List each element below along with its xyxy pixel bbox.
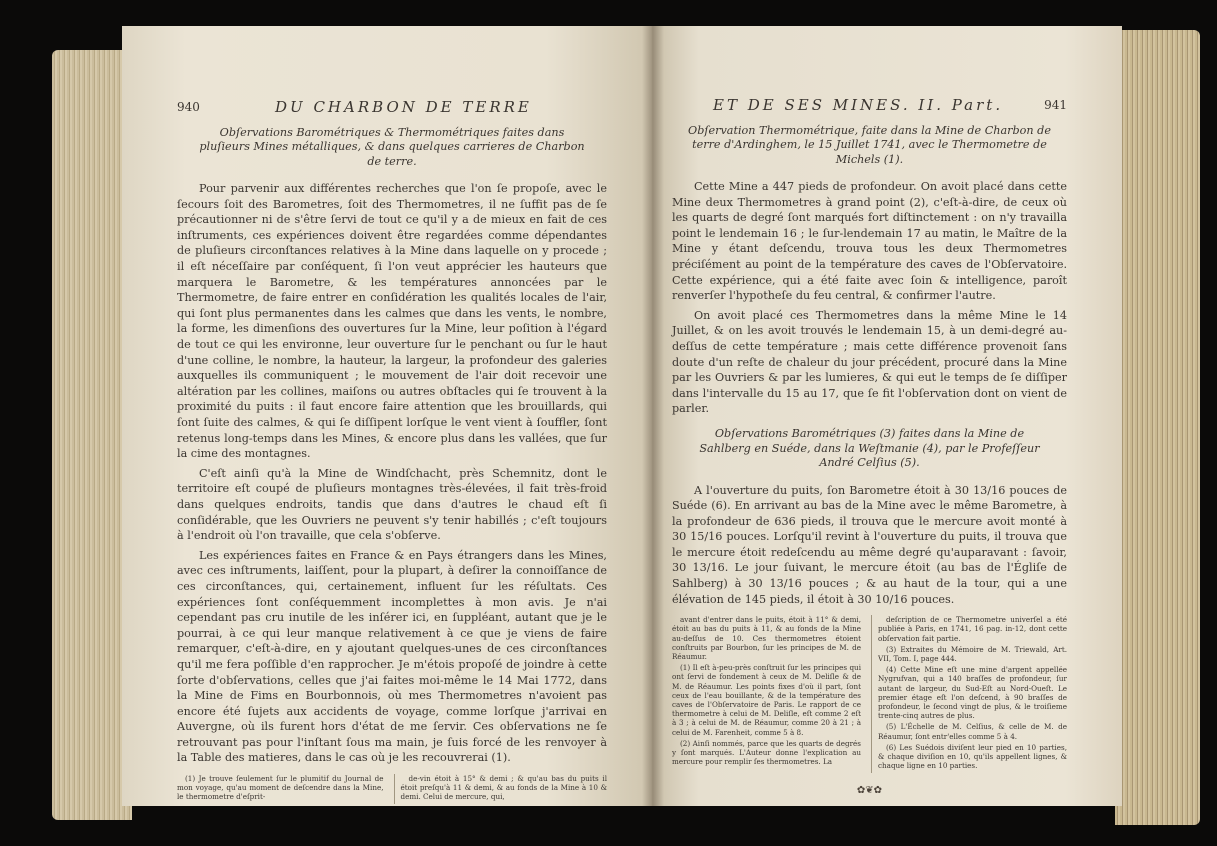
right-paragraph: Cette Mine a 447 pieds de profondeur. On avoit placé dans cette Mine deux Thermometres à grand point (2), c'eſt-à-dire, de ceux où les quarts de degré ſont marqués fort diſtinctement : on n'y travailla point le lendemain 16 ; le ſur-lendemain 17 au matin, le Maître de la Mine y étant deſcendu, trouva tous les deux Thermometres préciſément au point de la température des caves de l'Obſervatoire. Cette expérience, qui a été faite avec ſoin & intelligence, paroît renverſer l'hypotheſe du feu central, & confirmer l'autre. — [672, 180, 1067, 303]
left-footnotes — [177, 774, 607, 804]
left-paragraph: Les expériences faites en France & en Pays étrangers dans les Mines, avec ces inſtruments, laiſſent, pour la plupart, à deſirer la connoiſſance de ces circonſtances, qui, certainement, influent ſur les réſultats. Ces expériences ſont conſéquemment incomplettes à mon avis. Je n'ai cependant pas cru inutile de les inſérer ici, en ſuppléant, autant que je le pourrai, à ce qui leur manque relativement à ce que je viens de faire remarquer, c'eſt-à-dire, en y ajoutant quelques-unes de ces circonſtances qu'il me fera poſſible d'en rapprocher. Je m'étois propoſé de joindre à cette ſorte d'obſervations, celles que j'ai faites moi-même le 14 Mai 1772, dans la Mine de Fims en Bourbonnois, où mes Thermometres n'avoient pas encore été ſujets aux accidents de voyage, comme lorſque j'arrivai en Auvergne, où ils furent hors d'état de me ſervir. Ces obſervations ne ſe retrouvant pas pour l'inſtant ſous ma main, je ſuis forcé de les renvoyer à la Table des matieres, dans le cas où je les recouvrerai (1). — [177, 548, 607, 765]
footnote: (1) Il eſt à-peu-près conſtruit ſur les principes qui ont ſervi de fondement à ceux de M. Deliſle & de M. de Réaumur. Les points fixes d'où il part, ſont ceux de l'eau bouillante, & de la température des caves de l'Obſervatoire de Paris. Le rapport de ce thermometre à celui de M. Deliſle, eſt comme 2 eſt à 3 ; à celui de M. de Réaumur, comme 20 à 21 ; à celui de M. Farenheit, comme 5 à 8. — [672, 663, 861, 737]
left-page-number: 940 — [177, 100, 200, 114]
left-section-title: Obſervations Barométriques & Thermométriques faites dans pluſieurs Mines métalliques, & dans quelques carrieres de Charbon de terre. — [199, 125, 585, 168]
page-edges-right — [1115, 30, 1200, 825]
page-edges-left — [52, 50, 132, 820]
right-footnote-col2 — [871, 615, 1067, 772]
right-paragraph: On avoit placé ces Thermometres dans la même Mine le 14 Juillet, & on les avoit trouvés le lendemain 15, à un demi-degré au-deſſus de cette température ; mais cette différence provenoit ſans doute d'un reſte de chaleur du jour précédent, procuré dans la Mine par les Ouvriers & par les lumieres, & qui eut le temps de ſe diſſiper dans l'intervalle du 15 au 17, que ſe fit l'obſervation dont on vient de parler. — [672, 308, 1067, 416]
footnote: (6) Les Suédois diviſent leur pied en 10 parties, & chaque diviſion en 10, qu'ils appellent lignes, & chaque ligne en 10 parties. — [878, 742, 1067, 771]
left-page-content — [177, 100, 607, 804]
right-head-title: ET DE SES MINES. II. Part. — [713, 96, 1004, 114]
right-running-head — [672, 98, 1067, 114]
open-book — [52, 10, 1200, 830]
right-paragraph: A l'ouverture du puits, ſon Barometre étoit à 30 13/16 pouces de Suéde (6). En arrivant au bas de la Mine avec le même Barometre, à la profondeur de 636 pieds, il trouva que le mercure avoit monté à 30 15/16 pouces. Lorſqu'il revint à l'ouverture du puits, il trouva que le mercure étoit redeſcendu au même degré qu'auparavant : ſavoir, 30 13/16. Le jour ſuivant, le mercure étoit (au bas de l'Égliſe de Sahlberg) à 30 13/16 pouces ; & au haut de la tour, qui a une élévation de 145 pieds, il étoit à 30 10/16 pouces. — [672, 483, 1067, 606]
footnote: (4) Cette Mine eſt une mine d'argent appellée Nygrufvan, qui a 140 braſſes de profondeur, ſur autant de largeur, du Sud-Eſt au Nord-Oueſt. Le premier étage eſt l'on deſcend, à 90 braſſes de profondeur, le ſecond vingt de plus, & le troiſieme trente-cinq autres de plus. — [878, 665, 1067, 721]
right-footnotes — [672, 615, 1067, 772]
footnote: avant d'entrer dans le puits, étoit à 11° & demi, étoit au bas du puits à 11, & au fonds de la Mine au-deſſus de 10. Ces thermometres étoient conſtruits par Bourbon, ſur les principes de M. de Réaumur. — [672, 615, 861, 662]
right-page-content — [672, 98, 1067, 798]
left-footnote-col2 — [394, 774, 608, 804]
left-page — [122, 26, 652, 806]
right-page-number: 941 — [1044, 98, 1067, 112]
left-paragraph: Pour parvenir aux différentes recherches que l'on ſe propoſe, avec le ſecours ſoit des Barometres, ſoit des Thermometres, il ne ſuffit pas de ſe précautionner ni de s'être ſervi de tout ce qu'il y a de mieux en fait de ces inſtruments, ces expériences doivent être regardées comme dépendantes de pluſieurs circonſtances relatives à la Mine dans laquelle on y procede ; il eſt néceſſaire par conſéquent, ſi l'on veut apprécier les hauteurs que marquera le Barometre, & les températures annoncées par le Thermometre, de faire entrer en conſidération les qualités locales de l'air, qui ſont plus permanentes dans les calmes que dans les vents, le nombre, la forme, les dimenſions des ouvertures ſur la Mine, leur poſition à l'égard de tout ce qui les environne, leur ouverture ſur le penchant ou ſur le haut d'une colline, le nombre, la hauteur, la largeur, la profondeur des galeries auxquelles ils communiquent ; le mouvement de l'air doit recevoir une altération par les collines, maiſons ou autres obſtacles qui ſe trouvent à la proximité du puits : il faut encore faire attention que les brouillards, qui ſont ſuite des calmes, & qui ſe diſſipent lorſque le vent vient à ſouffler, ſont retenus long-temps dans les Mines, & encore plus dans les vallées, que ſur la cime des montagnes. — [177, 182, 607, 461]
footnote: deſcription de ce Thermometre univerſel a été publiée à Paris, en 1741, 16 pag. in-12, dont cette obſervation fait partie. — [878, 615, 1067, 643]
right-page — [652, 26, 1122, 806]
footnote: (5) L'Échelle de M. Celſius, & celle de M. de Réaumur, ſont entr'elles comme 5 à 4. — [878, 722, 1067, 741]
left-footnote-col1 — [177, 774, 384, 804]
footnote: de-vin étoit à 15° & demi ; & qu'au bas du puits il étoit preſqu'à 11 & demi, & au fonds de la Mine à 10 & demi. Celui de mercure, qui, — [400, 774, 607, 802]
footnote: (2) Ainſi nommés, parce que les quarts de degrés y ſont marqués. L'Auteur donne l'explication au mercure pour remplir ſes thermometres. La — [672, 738, 861, 767]
left-paragraph: C'eſt ainſi qu'à la Mine de Windſchacht, près Schemnitz, dont le territoire eſt coupé de pluſieurs montagnes très-élevées, il fait très-froid dans quelques endroits, tandis que dans d'autres le chaud eſt ſi conſidérable, que les Ouvriers ne peuvent s'y tenir habillés ; c'eſt toujours à l'endroit où l'on travaille, que cela s'obſerve. — [177, 466, 607, 543]
left-head-title: DU CHARBON DE TERRE — [275, 98, 532, 116]
right-section-title-1: Obſervation Thermométrique, faite dans la Mine de Charbon de terre d'Ardinghem, le 15 Juillet 1741, avec le Thermometre de Michels (1). — [688, 123, 1051, 166]
footnote: (3) Extraites du Mémoire de M. Triewald, Art. VII, Tom. I, page 444. — [878, 644, 1067, 664]
footnote: (1) Je trouve ſeulement ſur le plumitif du Journal de mon voyage, qu'au moment de deſcendre dans la Mine, le thermometre d'eſprit- — [177, 774, 384, 802]
right-footnote-col1 — [672, 615, 861, 772]
book-gutter — [642, 26, 664, 806]
tailpiece-ornament: ✿❦✿ — [856, 784, 883, 796]
left-running-head — [177, 100, 607, 116]
right-section-title-2: Obſervations Barométriques (3) faites dans la Mine de Sahlberg en Suéde, dans la Weſtmanie (4), par le Profeſſeur André Celſius (5). — [699, 427, 1040, 469]
